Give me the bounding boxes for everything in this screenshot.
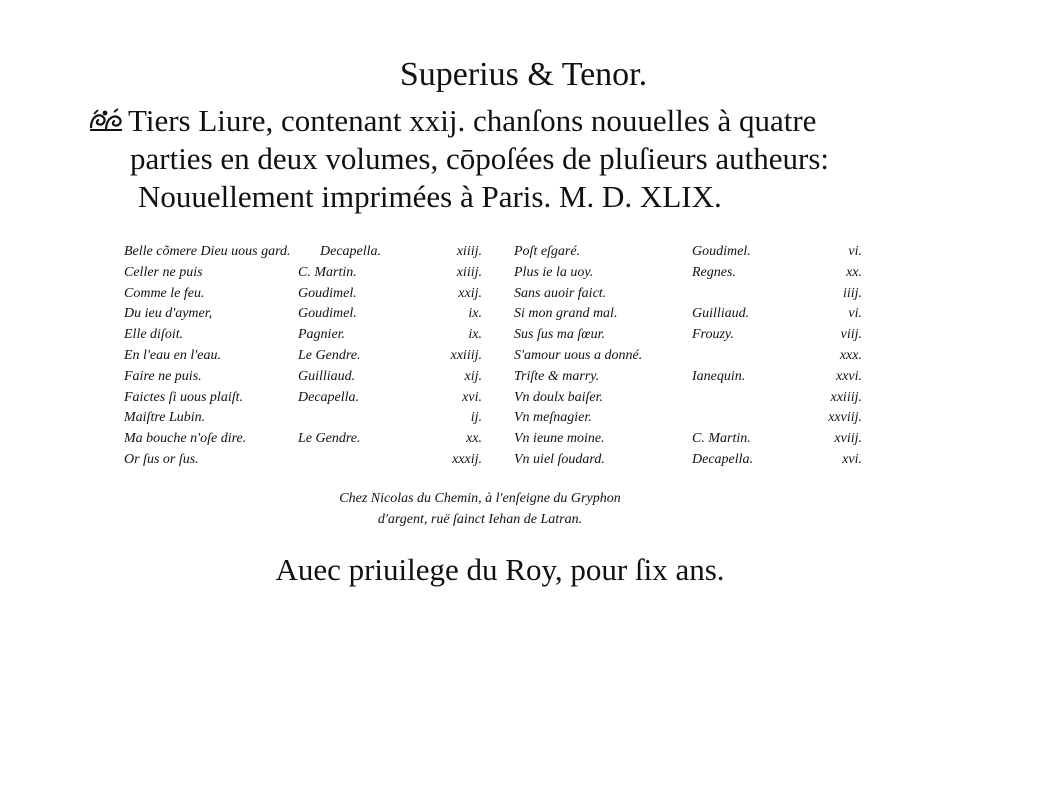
page-number: vi. (848, 244, 862, 259)
song-title: Plus ie la uoy. (514, 264, 594, 280)
song-title: Triſte & marry. (514, 368, 600, 384)
page-number: xij. (464, 368, 482, 384)
song-author: C. Martin. (692, 431, 751, 447)
page-number: ix. (468, 327, 482, 343)
song-author: Pagnier. (298, 327, 346, 343)
page-number: xviij. (834, 431, 862, 447)
page-number: xxij. (458, 285, 482, 301)
song-title: Si mon grand mal. (514, 306, 618, 322)
page-number: ix. (468, 306, 482, 322)
song-title: Vn meſnagier. (514, 410, 592, 426)
page-number: vi. (848, 306, 862, 322)
song-author: Le Gendre. (298, 431, 361, 447)
title-line-1 (88, 102, 888, 140)
page-number: xvi. (462, 389, 482, 405)
page-number: xxviij. (828, 410, 862, 426)
song-author: Goudimel. (298, 285, 357, 301)
song-author: Goudimel. (692, 244, 751, 259)
song-author: Regnes. (692, 264, 736, 280)
page-number: xxxij. (452, 451, 482, 467)
song-title: Vn ieune moine. (514, 431, 605, 447)
page-number: xiiij. (456, 264, 482, 280)
song-author: Ianequin. (692, 368, 746, 384)
title-text-1: Tiers Liure, contenant xxij. chanſons nouuelles à quatre (128, 103, 817, 138)
imprint-line-1: Chez Nicolas du Chemin, à l'enſeigne du Gryphon (339, 491, 621, 506)
page-number: xx. (846, 264, 862, 280)
song-author: Guilliaud. (692, 306, 750, 322)
page-number: xx. (466, 431, 482, 447)
song-title: Maiſtre Lubin. (124, 410, 206, 426)
song-author: Decapella. (320, 244, 382, 259)
page-number: xxiiij. (450, 347, 482, 363)
song-title: Celler ne puis (124, 264, 203, 280)
song-title: S'amour uous a donné. (514, 347, 643, 363)
song-title: Or ſus or ſus. (124, 451, 199, 467)
page-number: xxvi. (835, 368, 862, 384)
song-title: Belle cõmere Dieu uous gard. (124, 244, 291, 259)
song-author: Frouzy. (692, 327, 734, 343)
part-heading: Superius & Tenor. (399, 56, 648, 93)
song-title: Elle diſoit. (124, 327, 184, 343)
song-title: Poſt eſgaré. (514, 244, 581, 259)
song-title: Faire ne puis. (124, 368, 202, 384)
song-title: Comme le feu. (124, 285, 205, 301)
privilege-line: Auec priuilege du Roy, pour ſix ans. (275, 552, 725, 587)
title-line-2: parties en deux volumes, cōpoſées de pluſieurs autheurs: (130, 141, 830, 176)
song-author: Le Gendre. (298, 347, 361, 363)
song-author: C. Martin. (298, 264, 357, 280)
song-title: Du ieu d'aymer, (124, 306, 213, 322)
page-number: xvi. (842, 451, 862, 467)
song-title: Faictes ſi uous plaiſt. (124, 389, 243, 405)
page-number: ij. (470, 410, 482, 426)
book-title (88, 102, 888, 216)
song-title: Sus ſus ma ſœur. (514, 327, 606, 343)
song-title: En l'eau en l'eau. (124, 347, 221, 363)
song-author: Decapella. (692, 451, 754, 467)
song-author: Goudimel. (298, 306, 357, 322)
song-title: Vn uiel ſoudard. (514, 451, 605, 467)
song-title: Sans auoir faict. (514, 285, 607, 301)
page-number: xiiij. (456, 244, 482, 259)
song-author: Guilliaud. (298, 368, 356, 384)
imprint-line-2: d'argent, ruë ſainct Iehan de Latran. (377, 512, 583, 527)
page-number: xxiiij. (830, 389, 862, 405)
song-title: Ma bouche n'oſe dire. (124, 431, 247, 447)
song-title: Vn doulx baiſer. (514, 389, 604, 405)
page-number: viij. (840, 327, 862, 343)
page-number: iiij. (842, 285, 862, 301)
page-number: xxx. (839, 347, 862, 363)
fleuron-icon (88, 108, 124, 134)
title-line-3: Nouuellement imprimées à Paris. M. D. XLIX. (138, 179, 722, 214)
song-author: Decapella. (298, 389, 360, 405)
